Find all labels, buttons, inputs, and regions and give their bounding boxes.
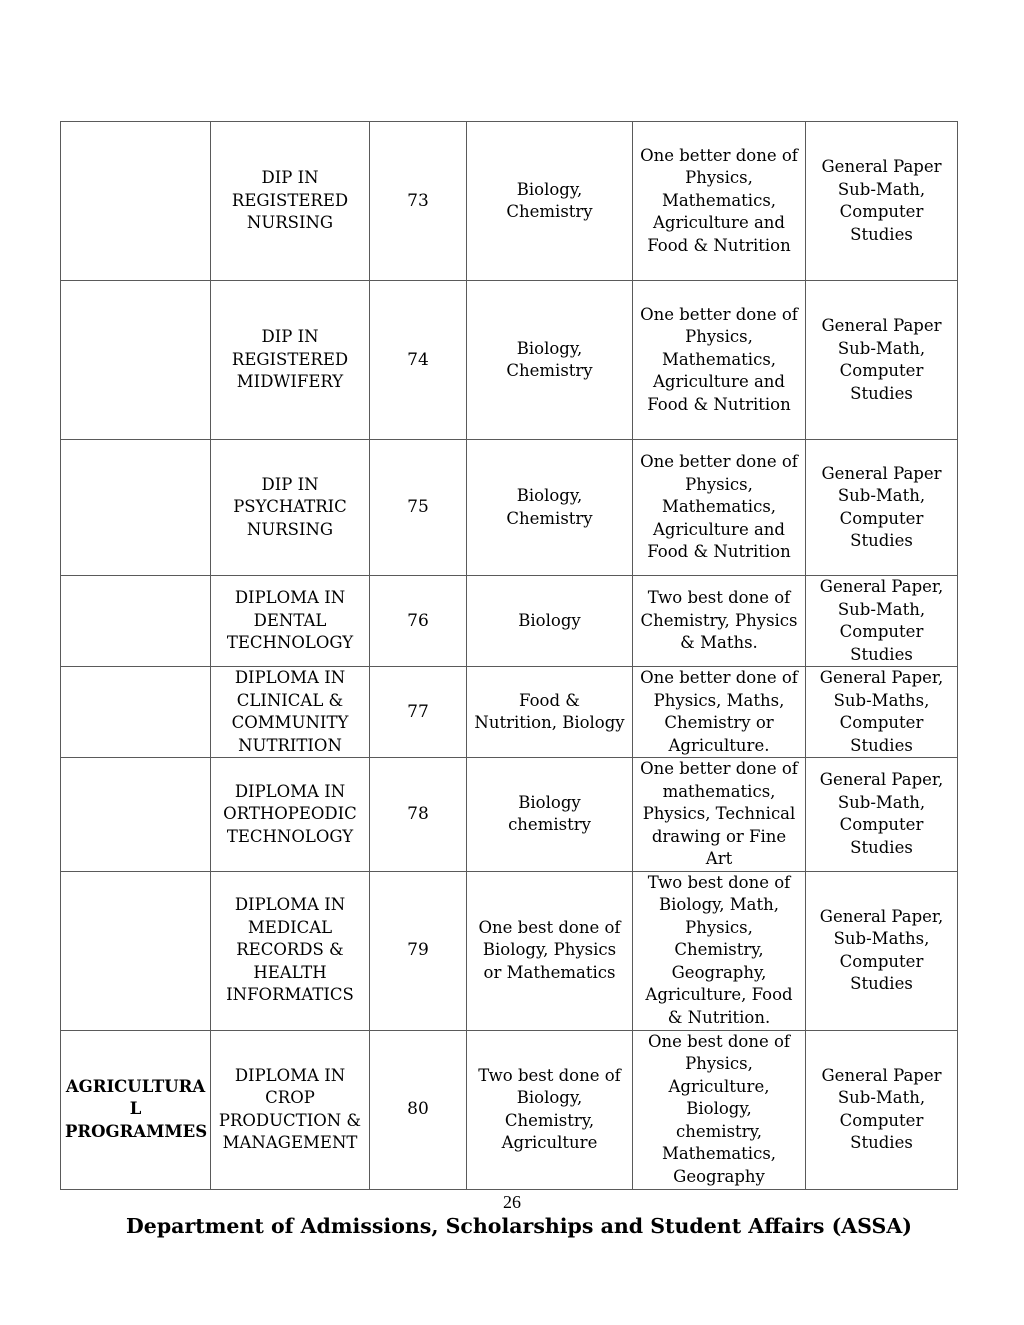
other-subjects-cell: General Paper, Sub-Math, Computer Studies (806, 758, 958, 872)
footer-title: Department of Admissions, Scholarships and Student Affairs (ASSA) (126, 1214, 912, 1238)
table-row (61, 440, 958, 576)
code-cell: 76 (370, 576, 467, 667)
category-cell (61, 871, 211, 1030)
relevant-subjects-cell: One better done of Physics, Mathematics, Agriculture and Food & Nutrition (633, 122, 806, 281)
programme-cell: DIPLOMA IN DENTAL TECHNOLOGY (211, 576, 370, 667)
other-subjects-cell: General Paper, Sub-Maths, Computer Studies (806, 871, 958, 1030)
required-subjects-cell: Biology, Chemistry (467, 122, 633, 281)
relevant-subjects-cell: Two best done of Chemistry, Physics & Maths. (633, 576, 806, 667)
relevant-subjects-cell: One better done of Physics, Maths, Chemistry or Agriculture. (633, 667, 806, 758)
category-cell (61, 440, 211, 576)
required-subjects-cell: Biology (467, 576, 633, 667)
relevant-subjects-cell: Two best done of Biology, Math, Physics, Chemistry, Geography, Agriculture, Food & Nutrition. (633, 871, 806, 1030)
required-subjects-cell: One best done of Biology, Physics or Mathematics (467, 871, 633, 1030)
required-subjects-cell: Biology, Chemistry (467, 281, 633, 440)
programme-cell: DIPLOMA IN CROP PRODUCTION & MANAGEMENT (211, 1030, 370, 1189)
other-subjects-cell: General Paper Sub-Math, Computer Studies (806, 440, 958, 576)
required-subjects-cell: Biology chemistry (467, 758, 633, 872)
category-cell: AGRICULTURA L PROGRAMMES (61, 1030, 211, 1189)
category-cell (61, 576, 211, 667)
code-cell: 80 (370, 1030, 467, 1189)
programme-cell: DIPLOMA IN CLINICAL & COMMUNITY NUTRITION (211, 667, 370, 758)
category-cell (61, 758, 211, 872)
table-row (61, 576, 958, 667)
page-number: 26 (503, 1192, 521, 1212)
relevant-subjects-cell: One better done of mathematics, Physics, Technical drawing or Fine Art (633, 758, 806, 872)
other-subjects-cell: General Paper, Sub-Maths, Computer Studies (806, 667, 958, 758)
table-row (61, 122, 958, 281)
programme-requirements-table (60, 121, 958, 1190)
category-cell (61, 122, 211, 281)
other-subjects-cell: General Paper Sub-Math, Computer Studies (806, 1030, 958, 1189)
programme-cell: DIPLOMA IN ORTHOPEODIC TECHNOLOGY (211, 758, 370, 872)
required-subjects-cell: Food & Nutrition, Biology (467, 667, 633, 758)
table-row (61, 758, 958, 872)
code-cell: 77 (370, 667, 467, 758)
programme-cell: DIP IN REGISTERED NURSING (211, 122, 370, 281)
code-cell: 78 (370, 758, 467, 872)
table-row (61, 281, 958, 440)
required-subjects-cell: Biology, Chemistry (467, 440, 633, 576)
code-cell: 74 (370, 281, 467, 440)
table-row (61, 1030, 958, 1189)
other-subjects-cell: General Paper Sub-Math, Computer Studies (806, 122, 958, 281)
category-cell (61, 667, 211, 758)
required-subjects-cell: Two best done of Biology, Chemistry, Agriculture (467, 1030, 633, 1189)
programme-cell: DIPLOMA IN MEDICAL RECORDS & HEALTH INFORMATICS (211, 871, 370, 1030)
table-row (61, 667, 958, 758)
category-cell (61, 281, 211, 440)
programme-cell: DIP IN PSYCHATRIC NURSING (211, 440, 370, 576)
code-cell: 79 (370, 871, 467, 1030)
table-row (61, 871, 958, 1030)
code-cell: 75 (370, 440, 467, 576)
other-subjects-cell: General Paper, Sub-Math, Computer Studies (806, 576, 958, 667)
programme-cell: DIP IN REGISTERED MIDWIFERY (211, 281, 370, 440)
relevant-subjects-cell: One best done of Physics, Agriculture, Biology, chemistry, Mathematics, Geography (633, 1030, 806, 1189)
code-cell: 73 (370, 122, 467, 281)
relevant-subjects-cell: One better done of Physics, Mathematics, Agriculture and Food & Nutrition (633, 440, 806, 576)
relevant-subjects-cell: One better done of Physics, Mathematics, Agriculture and Food & Nutrition (633, 281, 806, 440)
other-subjects-cell: General Paper Sub-Math, Computer Studies (806, 281, 958, 440)
